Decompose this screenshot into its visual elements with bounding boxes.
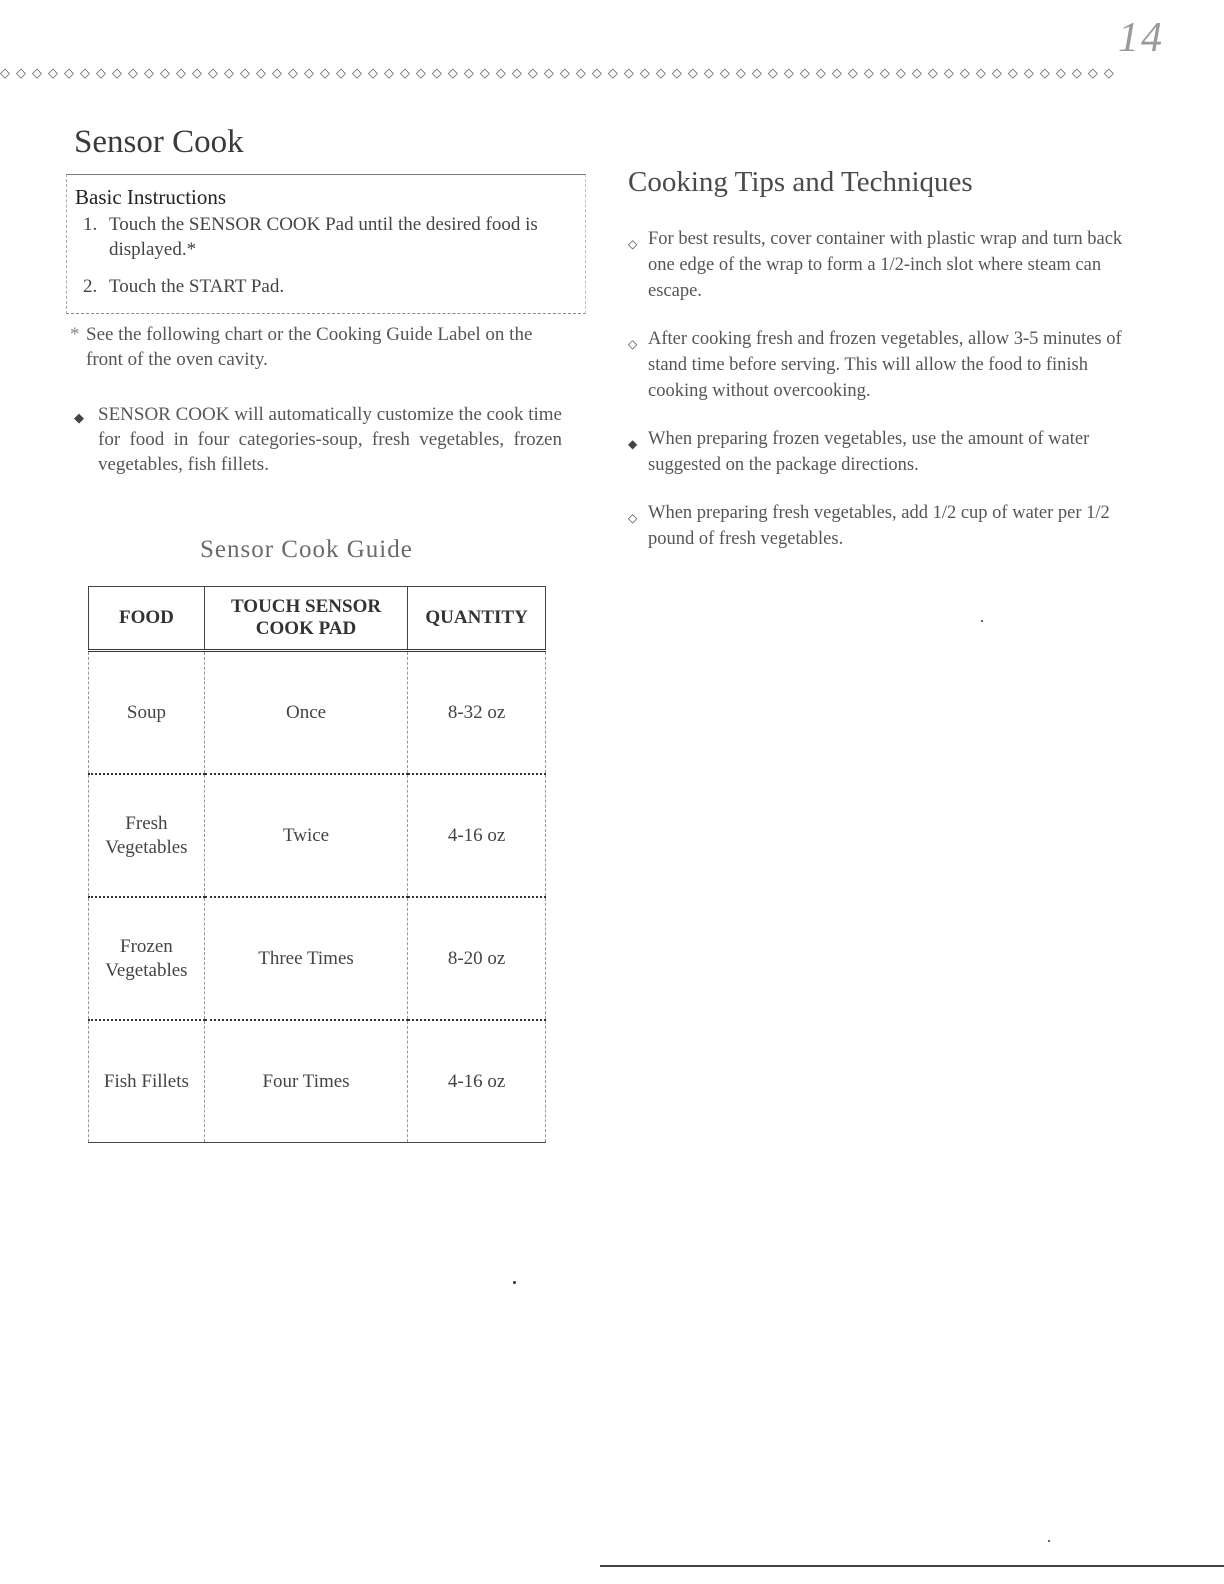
- diamond-ornament-icon: ◇◇◇◇◇◇◇◇◇◇◇◇◇◇◇◇◇◇◇◇◇◇◇◇◇◇◇◇◇◇◇◇◇◇◇◇◇◇◇◇◇◇◇◇◇◇◇◇◇◇◇◇◇◇◇◇◇◇◇◇◇◇◇◇◇◇◇◇◇◇: [0, 66, 1120, 81]
- guide-title: Sensor Cook Guide: [200, 536, 413, 563]
- instruction-step: [75, 274, 585, 299]
- tip-text: After cooking fresh and frozen vegetables, allow 3-5 minutes of stand time before serving. This will allow the food to finish cooking without overcooking.: [648, 329, 1122, 401]
- cell-food: Fresh Vegetables: [89, 774, 205, 897]
- cell-pad: Four Times: [204, 1020, 407, 1143]
- scan-speck: [981, 620, 983, 622]
- footer-rule: [600, 1565, 1224, 1567]
- diamond-bullet-icon: ◆: [74, 411, 84, 426]
- cell-pad: Once: [204, 651, 407, 775]
- footnote-mark: *: [70, 324, 80, 345]
- diamond-bullet-icon: ◇: [628, 511, 638, 525]
- table-header-row: [89, 587, 546, 651]
- cell-pad: Three Times: [204, 897, 407, 1020]
- section-title: Sensor Cook: [74, 124, 244, 160]
- cell-food: Fish Fillets: [89, 1020, 205, 1143]
- diamond-bullet-icon: ◇: [628, 337, 638, 351]
- step-number: 2.: [83, 276, 98, 297]
- tips-list: [628, 226, 1138, 574]
- page-number: 14: [1118, 15, 1164, 61]
- diamond-bullet-icon: ◆: [628, 437, 638, 451]
- table-row: [89, 774, 546, 897]
- table-row: [89, 1020, 546, 1143]
- basic-instructions-box: [66, 174, 586, 314]
- cell-quantity: 4-16 oz: [408, 1020, 546, 1143]
- scan-speck: [513, 1281, 516, 1284]
- tip-text: When preparing frozen vegetables, use the amount of water suggested on the package directions.: [648, 429, 1090, 475]
- tip-text: For best results, cover container with plastic wrap and turn back one edge of the wrap to form a 1/2-inch slot where steam can escape.: [648, 229, 1123, 301]
- scan-speck: [1048, 1540, 1050, 1542]
- list-item: [628, 326, 1138, 404]
- cell-food: Soup: [89, 651, 205, 775]
- cell-quantity: 4-16 oz: [408, 774, 546, 897]
- table-row: [89, 897, 546, 1020]
- footnote: [70, 322, 570, 372]
- diamond-bullet-icon: ◇: [628, 237, 638, 251]
- footnote-text: See the following chart or the Cooking Guide Label on the front of the oven cavity.: [86, 324, 533, 370]
- instruction-step: [75, 212, 585, 262]
- column-header-pad: TOUCH SENSOR COOK PAD: [204, 587, 407, 651]
- feature-note-text: SENSOR COOK will automatically customize the cook time for food in four categories-soup, fresh vegetables, frozen vegetables, fish fillets.: [98, 404, 562, 475]
- step-text: Touch the START Pad.: [109, 276, 285, 297]
- cell-pad: Twice: [204, 774, 407, 897]
- list-item: [628, 426, 1138, 478]
- step-text: Touch the SENSOR COOK Pad until the desired food is displayed.*: [109, 214, 538, 260]
- feature-note: [74, 402, 562, 477]
- list-item: [628, 500, 1138, 552]
- list-item: [628, 226, 1138, 304]
- column-header-food: FOOD: [89, 587, 205, 651]
- cell-quantity: 8-20 oz: [408, 897, 546, 1020]
- cell-food: Frozen Vegetables: [89, 897, 205, 1020]
- step-number: 1.: [83, 214, 98, 235]
- tips-title: Cooking Tips and Techniques: [628, 166, 973, 198]
- cell-quantity: 8-32 oz: [408, 651, 546, 775]
- table-row: [89, 651, 546, 775]
- basic-instructions-heading: Basic Instructions: [75, 185, 227, 209]
- tip-text: When preparing fresh vegetables, add 1/2 cup of water per 1/2 pound of fresh vegetables.: [648, 503, 1110, 549]
- column-header-quantity: QUANTITY: [408, 587, 546, 651]
- sensor-cook-guide-table: [88, 586, 546, 1143]
